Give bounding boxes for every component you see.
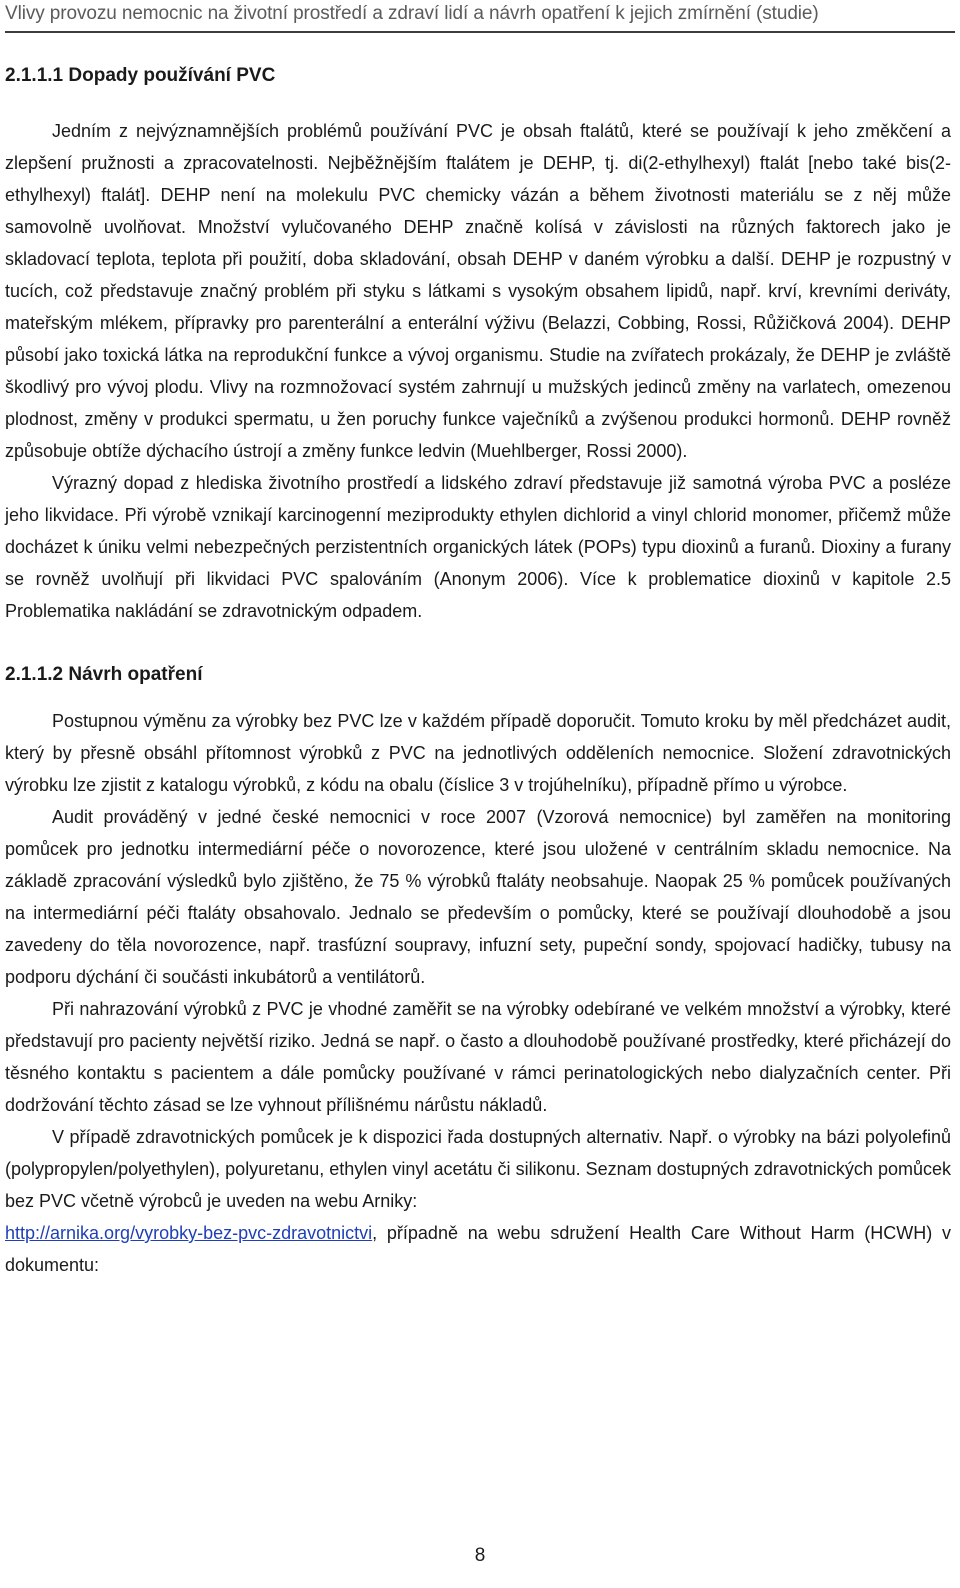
paragraph: Audit prováděný v jedné české nemocnici v roce 2007 (Vzorová nemocnice) byl zaměřen na monitoring pomůcek pro jednotku intermediární péče o novorozence, které jsou uložené v centrálním skladu nemocnice. Na základě zpracování výsledků bylo zjištěno, že 75 % výrobků ftaláty neobsahuje. Naopak 25 % pomůcek používaných na intermediární péči ftaláty obsahovalo. Jednalo se především o pomůcky, které se používají dlouhodobě a jsou zavedeny do těla novorozence, např. trasfúzní soupravy, infuzní sety, pupeční sondy, spojovací hadičky, tubusy na podporu dýchání či součásti inkubátorů a ventilátorů. (5, 807, 951, 987)
section-heading-measures: 2.1.1.2 Návrh opatření (5, 664, 203, 685)
paragraph: Při nahrazování výrobků z PVC je vhodné zaměřit se na výrobky odebírané ve velkém množství a výrobky, které představují pro pacienty největší riziko. Jedná se např. o často a dlouhodobě používané prostředky, které přicházejí do těsného kontaktu s pacientem a dále pomůcky používané v rámci perinatologických nebo dialyzačních center. Při dodržování těchto zásad se lze vyhnout přílišnému nárůstu nákladů. (5, 999, 951, 1115)
link-suffix-text: , případně na webu sdružení Health Care Without Harm (HCWH) v dokumentu: (5, 1223, 951, 1275)
running-header: Vlivy provozu nemocnic na životní prostředí a zdraví lidí a návrh opatření k jejich zmírnění (studie) (5, 3, 819, 24)
page-number: 8 (474, 1545, 486, 1566)
section-heading-impacts: 2.1.1.1 Dopady používání PVC (5, 65, 276, 86)
paragraph-link (5, 1217, 951, 1281)
paragraph: Postupnou výměnu za výrobky bez PVC lze v každém případě doporučit. Tomuto kroku by měl předcházet audit, který by přesně obsáhl přítomnost výrobků z PVC na jednotlivých odděleních nemocnice. Složení zdravotnických výrobku lze zjistit z katalogu výrobků, z kódu na obalu (číslice 3 v trojúhelníku), případně přímo u výrobce. (5, 711, 951, 795)
paragraph: Výrazný dopad z hlediska životního prostředí a lidského zdraví představuje již samotná výroba PVC a posléze jeho likvidace. Při výrobě vznikají karcinogenní meziprodukty ethylen dichlorid a vinyl chlorid monomer, přičemž může docházet k úniku velmi nebezpečných perzistentních organických látek (POPs) typu dioxinů a furanů. Dioxiny a furany se rovněž uvolňují při likvidaci PVC spalováním (Anonym 2006). Více k problematice dioxinů v kapitole 2.5 Problematika nakládání se zdravotnickým odpadem. (5, 473, 951, 621)
paragraph: V případě zdravotnických pomůcek je k dispozici řada dostupných alternativ. Např. o výrobky na bázi polyolefinů (polypropylen/polyethylen), polyuretanu, ethylen vinyl acetátu či silikonu. Seznam dostupných zdravotnických pomůcek bez PVC včetně výrobců je uveden na webu Arniky: (5, 1127, 951, 1211)
page-content (5, 60, 951, 1281)
arnika-link[interactable]: http://arnika.org/vyrobky-bez-pvc-zdravotnictvi (5, 1223, 373, 1243)
header-rule (5, 31, 955, 33)
paragraph: Jedním z nejvýznamnějších problémů používání PVC je obsah ftalátů, které se používají k jeho změkčení a zlepšení pružnosti a zpracovatelnosti. Nejběžnějším ftalátem je DEHP, tj. di(2-ethylhexyl) ftalát [nebo také bis(2-ethylhexyl) ftalát]. DEHP není na molekulu PVC chemicky vázán a během životnosti materiálu se z něj může samovolně uvolňovat. Množství vylučovaného DEHP značně kolísá v závislosti na různých faktorech jako je skladovací teplota, teplota při použití, doba skladování, obsah DEHP v daném výrobku a další. DEHP je rozpustný v tucích, což představuje značný problém při styku s látkami s vysokým obsahem lipidů, např. krví, krevními deriváty, mateřským mlékem, přípravky pro parenterální a enterální výživu (Belazzi, Cobbing, Rossi, Růžičková 2004). DEHP působí jako toxická látka na reprodukční funkce a vývoj organismu. Studie na zvířatech prokázaly, že DEHP je zvláště škodlivý pro vývoj plodu. Vlivy na rozmnožovací systém zahrnují u mužských jedinců změny na varlatech, omezenou plodnost, změny v produkci spermatu, u žen poruchy funkce vaječníků a zvýšenou produkci hormonů. DEHP rovněž způsobuje obtíže dýchacího ústrojí a změny funkce ledvin (Muehlberger, Rossi 2000). (5, 121, 951, 461)
